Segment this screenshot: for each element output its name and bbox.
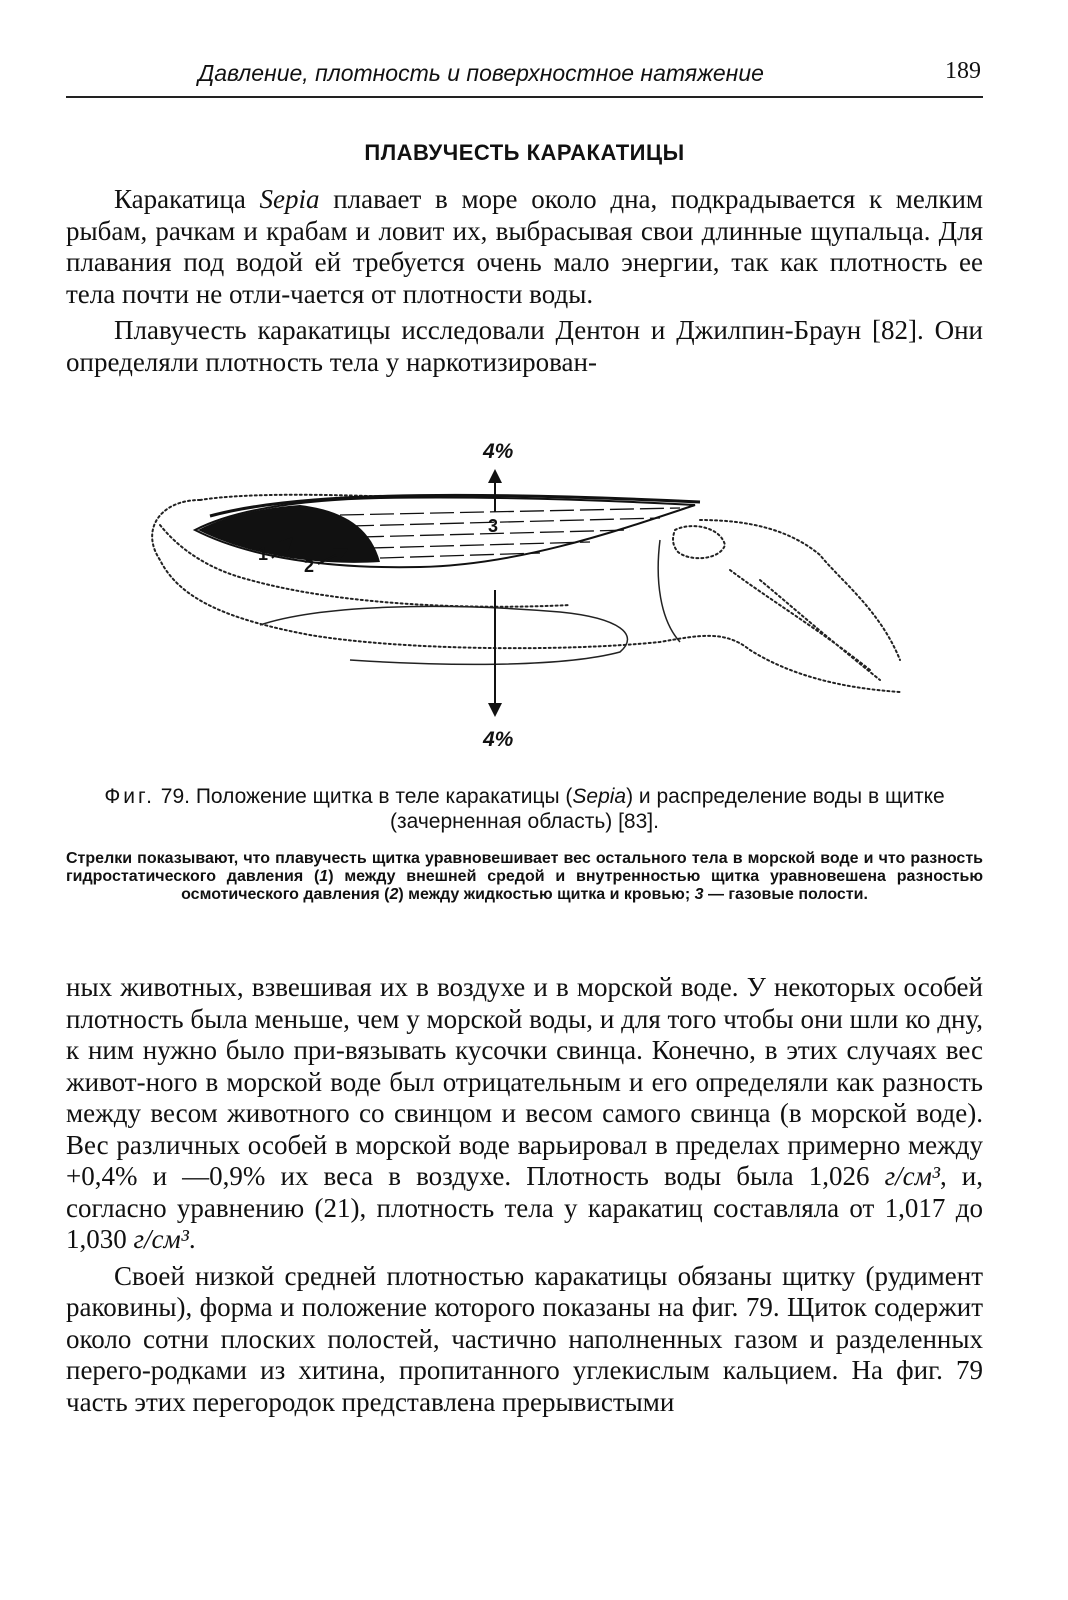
paragraph: Плавучесть каракатицы исследовали Дентон и Джилпин-Браун [82]. Они определяли плотность тела у наркотизирован- — [66, 315, 983, 377]
paragraph-text: ных животных, взвешивая их в воздухе и в морской воде. У некоторых особей плотность была меньше, чем у морской воды, и для того чтобы они шли ко дну, к ним нужно было при-вязывать кусочки свинца. Конечно, в этих случаях вес живот-ного в морской воде был отрицательным и его определяли как разность между весом животного со свинцом и весом самого свинца (в морской воде). Вес различных особей в морской воде варьировал в пределах примерно между +0,4% и —0,9% их веса в воздухе. Плотность воды была 1,026 — [66, 972, 983, 1191]
body-text-bottom — [66, 972, 983, 1418]
genus-name: Sepia — [259, 184, 320, 214]
unit: г/см³ — [133, 1224, 189, 1254]
running-title: Давление, плотность и поверхностное натяжение — [198, 60, 764, 86]
figure-caption — [66, 784, 983, 834]
legend-text: ) между внешней средой и внутренностью щитка уравновешена разностью осмотического давления ( — [181, 868, 983, 903]
label-2: 2 — [304, 556, 315, 576]
paragraph-text: . — [188, 1224, 196, 1254]
section-title: ПЛАВУЧЕСТЬ КАРАКАТИЦЫ — [364, 140, 685, 165]
legend-ref: 3 — [694, 886, 704, 903]
label-3: 3 — [488, 516, 499, 536]
figure-legend — [66, 850, 983, 904]
label-1: 1 — [258, 544, 269, 564]
legend-ref: 2 — [389, 886, 399, 903]
paragraph-text: плавает в море около дна, подкрадывается к мелким рыбам, рачкам и крабам и ловит их, выбрасывая свои длинные щупальца. Для плавания под водой ей требуется очень мало энергии, так как плотность ее тела почти не отли-чается от плотности воды. — [66, 184, 984, 309]
label-top-percent: 4% — [483, 440, 514, 463]
figure-label: Фиг. — [104, 785, 155, 808]
legend-text: — газовые полости. — [703, 886, 868, 903]
figure-79-cuttlefish-diagram — [140, 430, 920, 765]
paragraph-text: Каракатица — [114, 184, 260, 214]
paragraph — [66, 972, 983, 1256]
legend-ref: 1 — [319, 868, 329, 885]
unit: г/см³ — [884, 1161, 940, 1191]
page-number: 189 — [945, 58, 981, 84]
caption-text: ) и распределение воды в щитке (зачерненная область) [83]. — [390, 785, 945, 833]
body-text-top — [66, 184, 983, 378]
running-header — [66, 58, 983, 98]
legend-text: Стрелки показывают, что плавучесть щитка уравновешивает вес остального тела в морской воде и что разность гидростатического давления ( — [66, 850, 983, 885]
caption-genus: Sepia — [572, 785, 627, 808]
eye-outline — [673, 526, 725, 558]
label-bottom-percent: 4% — [483, 728, 514, 751]
arm-outline-dotted — [700, 520, 900, 680]
legend-text: ) между жидкостью щитка и кровью; — [398, 886, 695, 903]
paragraph: Своей низкой средней плотностью каракатицы обязаны щитку (рудимент раковины), форма и положение которого показаны на фиг. 79. Щиток содержит около сотни плоских полостей, частично наполненных газом и разделенных перего-родками из хитина, пропитанного углекислым кальцием. На фиг. 79 часть этих перегородок представлена прерывистыми — [66, 1260, 983, 1417]
paragraph — [66, 184, 983, 310]
paragraph-text: , и, согласно уравнению (21), плотность тела у каракатиц составляла от 1,017 до 1,030 — [66, 1161, 983, 1254]
caption-text: 79. Положение щитка в теле каракатицы ( — [154, 785, 573, 808]
cuttlefish-illustration — [140, 430, 920, 765]
